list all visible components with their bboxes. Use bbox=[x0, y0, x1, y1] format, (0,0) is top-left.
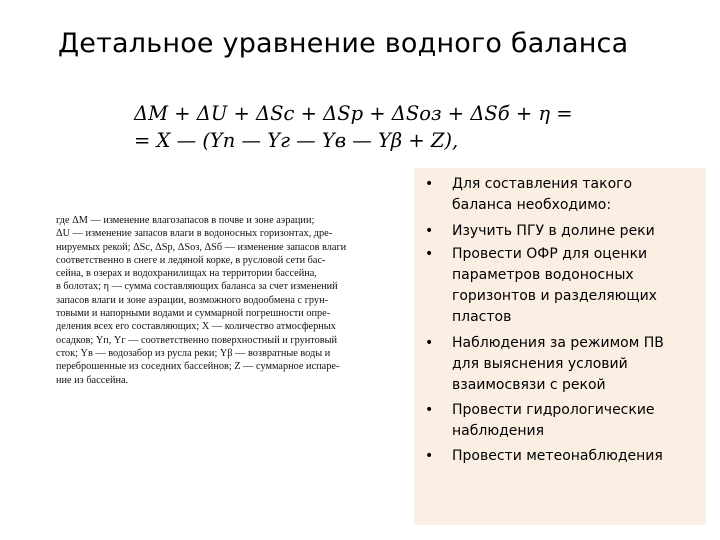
list-item-text: для выяснения условий bbox=[452, 356, 628, 372]
bullet-icon: • bbox=[425, 335, 434, 351]
bullet-icon: • bbox=[425, 176, 434, 192]
legend-line: соответственно в снеге и ледяной корке, в русловой сети бас- bbox=[56, 254, 326, 266]
requirements-panel bbox=[414, 168, 706, 525]
list-item-text: Для составления такого bbox=[452, 176, 633, 192]
legend-line: нируемых рекой; ΔSс, ΔSр, ΔSоз, ΔSб — изменение запасов влаги bbox=[56, 241, 347, 253]
legend-line: ние из бассейна. bbox=[56, 374, 129, 386]
list-item bbox=[414, 333, 706, 396]
list-item-text: горизонтов и разделяющих bbox=[452, 288, 657, 304]
legend-line: деления всех его составляющих; X — количество атмосферных bbox=[56, 321, 336, 333]
legend-line: в болотах; η — сумма составляющих баланса за счет изменений bbox=[56, 281, 338, 293]
list-item-text: наблюдения bbox=[452, 423, 545, 439]
legend-line: осадков; Yп, Yг — соответственно поверхностный и грунтовый bbox=[56, 334, 338, 346]
water-balance-equation bbox=[134, 100, 573, 154]
slide-title: Детальное уравнение водного баланса bbox=[58, 28, 629, 59]
list-item-text: Провести гидрологические bbox=[452, 402, 655, 418]
legend-line: запасов влаги и зоне аэрации, возможного водообмена с грун- bbox=[56, 294, 329, 306]
legend-line: ΔU — изменение запасов влаги в водоносных горизонтах, дре- bbox=[56, 228, 333, 240]
legend-line: товыми и напорными водами и суммарной погрешности опре- bbox=[56, 308, 331, 320]
list-item-text: Провести метеонаблюдения bbox=[452, 448, 663, 464]
requirements-list bbox=[414, 168, 706, 464]
equation-line-2: = X — (Yп — Yг — Yв — Yβ + Z), bbox=[134, 129, 459, 152]
list-item-text: Наблюдения за режимом ПВ bbox=[452, 335, 664, 351]
equation-line-1: ΔM + ΔU + ΔSс + ΔSр + ΔSоз + ΔSб + η = bbox=[134, 102, 573, 125]
bullet-icon: • bbox=[425, 223, 434, 239]
list-item bbox=[414, 174, 706, 216]
legend-line: сток; Yв — водозабор из русла реки; Yβ — возвратные воды и bbox=[56, 347, 331, 359]
bullet-icon: • bbox=[425, 402, 434, 418]
bullet-icon: • bbox=[425, 246, 434, 262]
list-item bbox=[414, 244, 706, 328]
list-item-text: взаимосвязи с рекой bbox=[452, 377, 606, 393]
legend-line: переброшенные из соседних бассейнов; Z — суммарное испаре- bbox=[56, 361, 340, 373]
list-item-text: параметров водоносных bbox=[452, 267, 634, 283]
legend-line: где ΔM — изменение влагозапасов в почве и зоне аэрации; bbox=[56, 215, 315, 226]
equation-legend bbox=[56, 214, 400, 387]
list-item-text: пластов bbox=[452, 309, 512, 325]
bullet-icon: • bbox=[425, 448, 434, 464]
list-item bbox=[414, 400, 706, 442]
list-item bbox=[414, 221, 706, 242]
list-item-text: Изучить ПГУ в долине реки bbox=[452, 223, 655, 239]
list-item bbox=[414, 446, 706, 467]
list-item-text: Провести ОФР для оценки bbox=[452, 246, 648, 262]
list-item-text: баланса необходимо: bbox=[452, 197, 612, 213]
legend-line: сейна, в озерах и водохранилищах на территории бассейна, bbox=[56, 268, 317, 280]
